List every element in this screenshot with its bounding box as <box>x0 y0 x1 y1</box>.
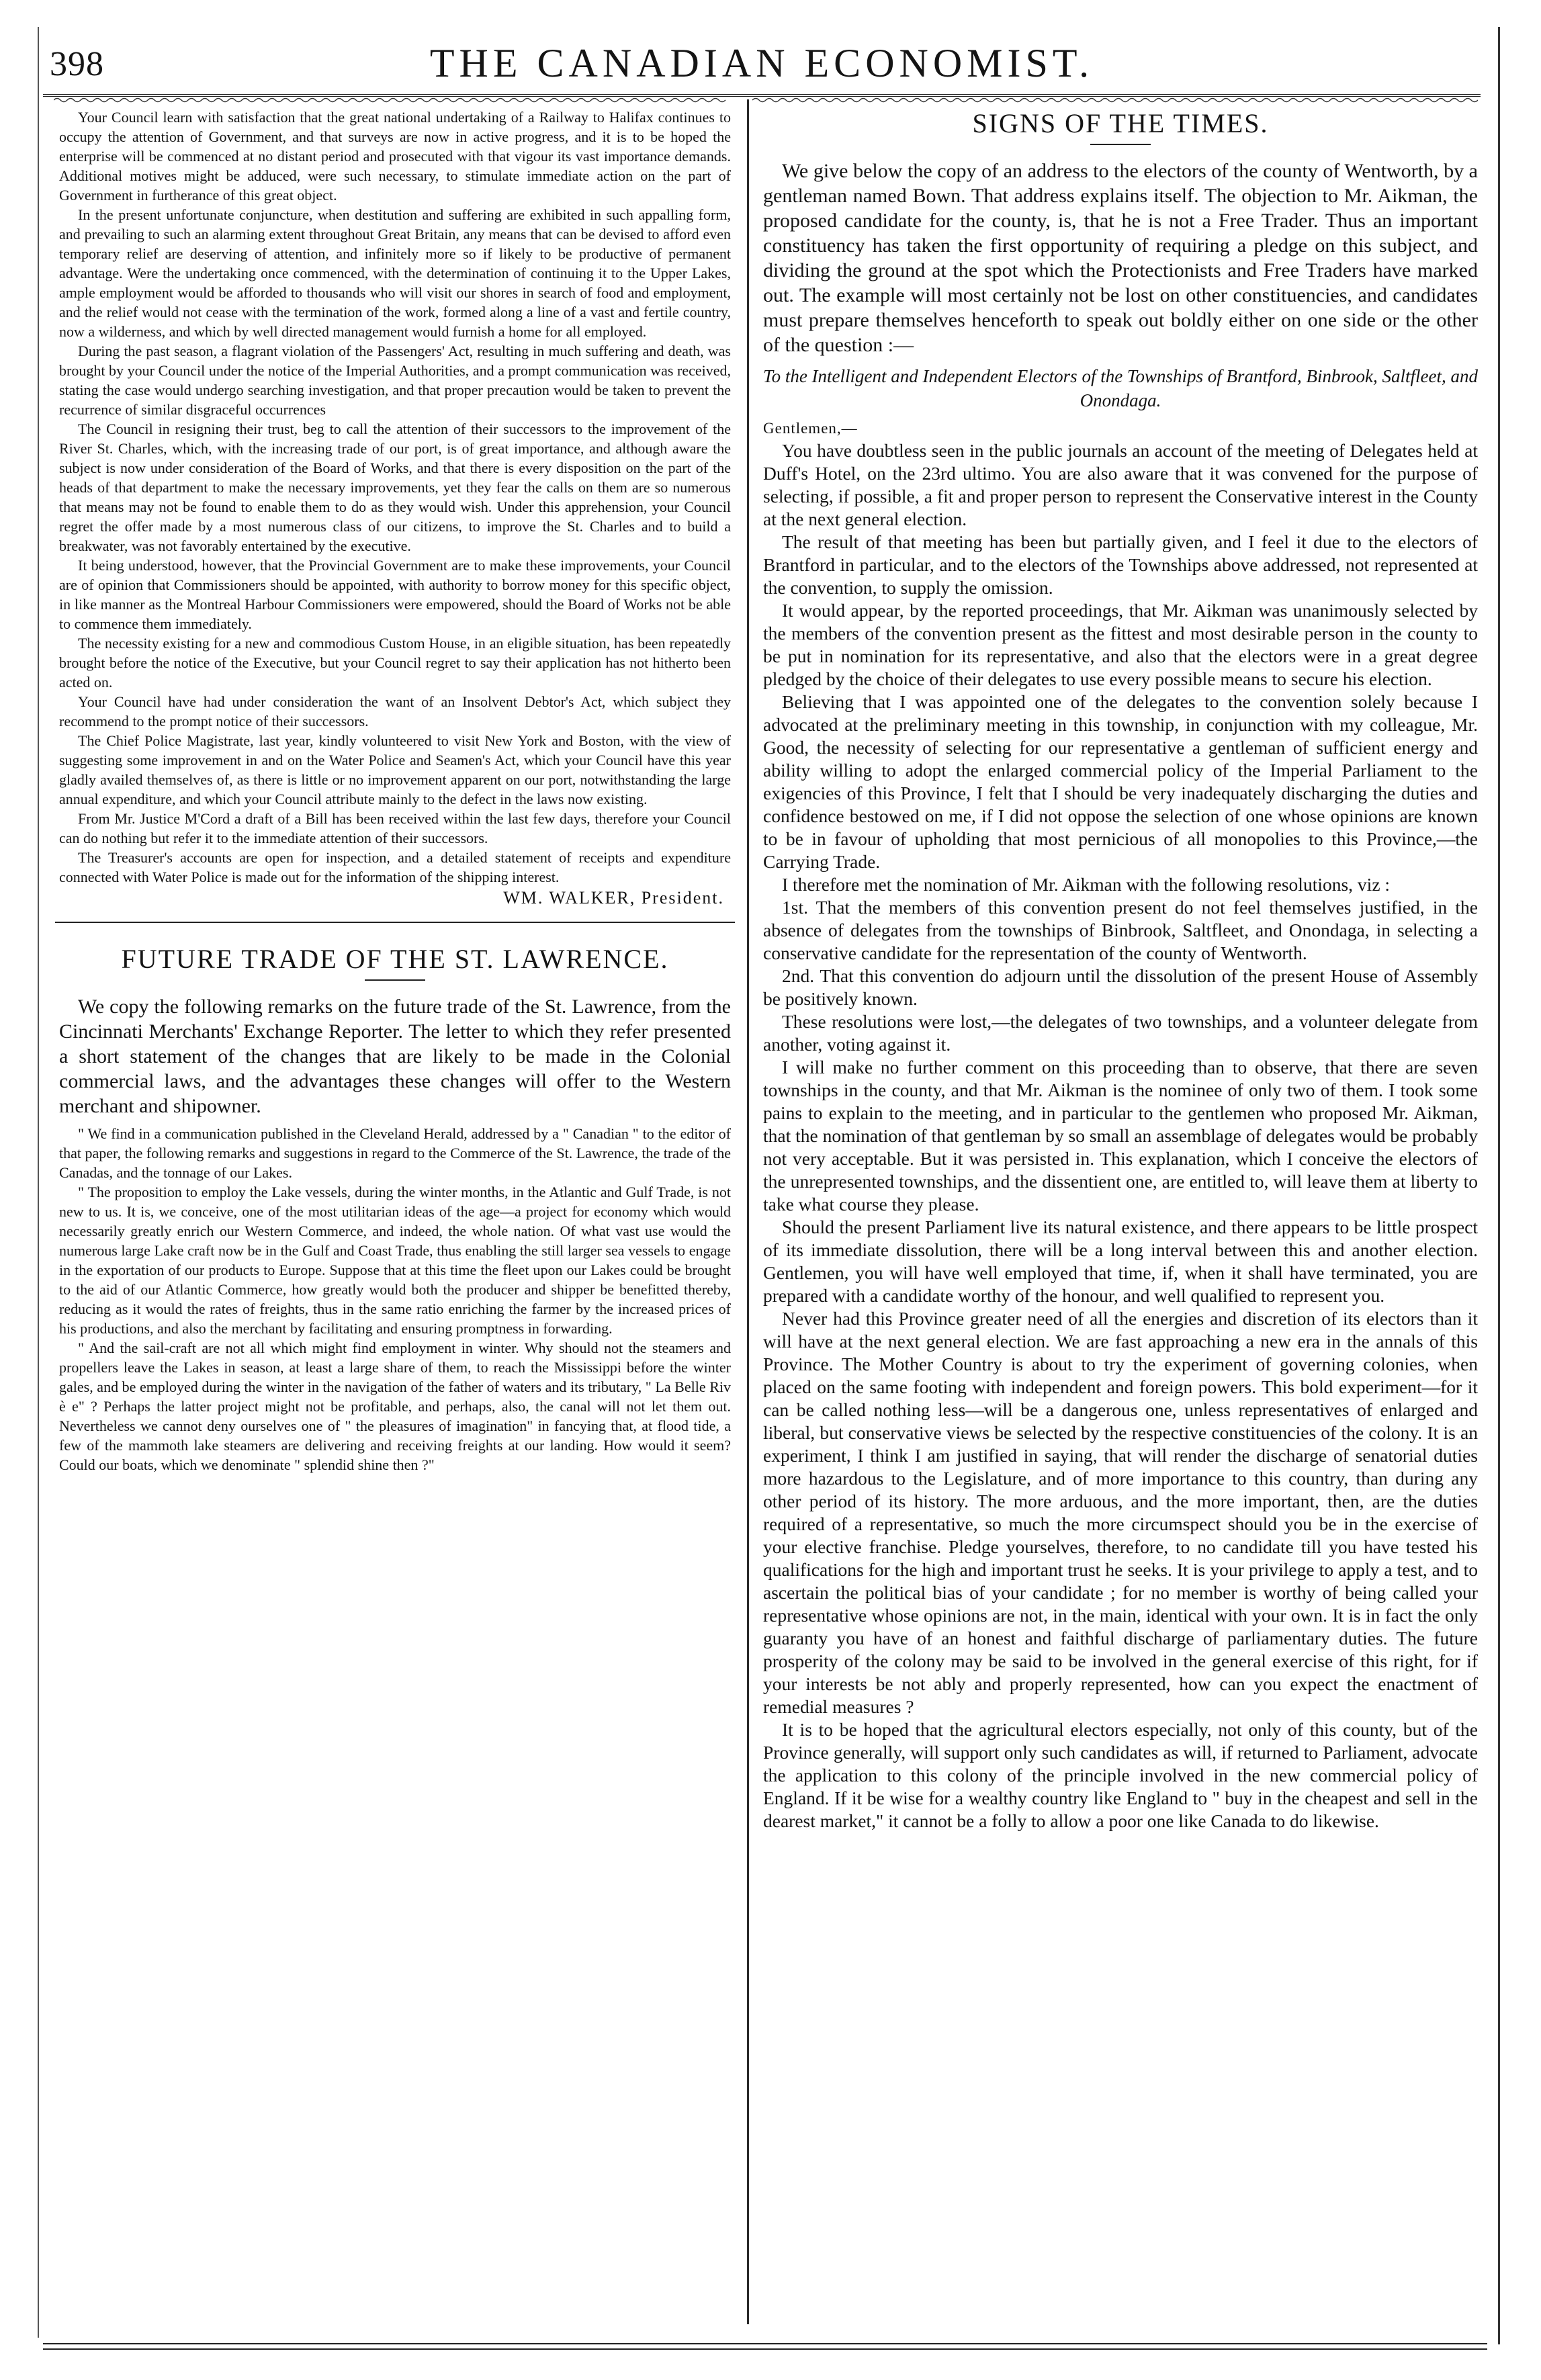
right-border-rule <box>1498 27 1500 2344</box>
section-title: SIGNS OF THE TIMES. <box>972 108 1269 138</box>
letter-paragraph: You have doubtless seen in the public journals an account of the meeting of Delegates held at Duff's Hotel, on the 23rd ultimo. You are also aware that it was convened for the purpose of selecting, if possible, a fit and proper person to represent the Conservative interest in the County at the next general election. <box>763 440 1478 529</box>
column-divider <box>747 99 749 2324</box>
bottom-rule <box>43 2343 1487 2350</box>
masthead-title: THE CANADIAN ECONOMIST. <box>429 41 1094 85</box>
council-report <box>59 107 731 910</box>
letter-paragraph: Should the present Parliament live its natural existence, and there appears to be little prospect of its immediate dissolution, there will be a long interval between this and another election. Gentlemen, you will have well employed that time, if, when it shall have terminated, you are prepared with a candidate worthy of the honour, and well qualified to represent you. <box>763 1217 1478 1306</box>
letter-paragraph: 1st. That the members of this convention present do not feel themselves justified, in the absence of delegates from the townships of Binbrook, Saltfleet, and Onondaga, in selecting a conservative candidate for the representation of the county of Wentworth. <box>763 897 1478 963</box>
article-title: FUTURE TRADE OF THE ST. LAWRENCE. <box>121 944 669 974</box>
report-paragraph: During the past season, a flagrant violation of the Passengers' Act, resulting in much suffering and death, was brought by your Council under the notice of the Imperial Authorities, and a prompt communication was received, stating the case would undergo searching investigation, and that proper precaution would be taken to prevent the recurrence of similar disgraceful occurrences <box>59 343 731 418</box>
report-paragraph: Your Council learn with satisfaction that the great national undertaking of a Railway to Halifax continues to occupy the attention of Government, and that surveys are now in active progress, and it is to be hoped the enterprise will be commenced at no distant period and prosecuted with that vigour its vast importance demands. Additional motives might be adduced, were such necessary, to stimulate immediate action on the part of Government in furtherance of this great object. <box>59 109 731 204</box>
section-intro: We give below the copy of an address to the electors of the county of Wentworth, by a gentleman named Bown. That address explains itself. The objection to Mr. Aikman, the proposed candidate for the county, is, that he is not a Free Trader. Thus an important constituency has taken the first opportunity of requiring a pledge on this subject, and dividing the ground at the spot which the Protectionists and Free Traders have marked out. The example will most certainly not be lost on other constituencies, and candidates must prepare themselves henceforth to speak out boldly either on one side or the other of the question :— <box>763 160 1478 356</box>
page-header <box>43 30 1481 97</box>
title-underline <box>1090 144 1151 145</box>
page-number: 398 <box>50 45 104 83</box>
letter-paragraph: The result of that meeting has been but partially given, and I feel it due to the electors of Brantford in particular, and to the electors of the Townships above addressed, not represented at the convention, to supply the omission. <box>763 531 1478 598</box>
signature: WM. WALKER, President. <box>503 888 724 908</box>
wavy-rule <box>54 97 1478 103</box>
letter-paragraph: 2nd. That this convention do adjourn until the dissolution of the present House of Assembly be positively known. <box>763 965 1478 1009</box>
letter-paragraph: Believing that I was appointed one of the delegates to the convention solely because I advocated at the preliminary meeting in this township, in conjunction with my colleague, Mr. Good, the necessity of selecting for our representative a gentleman of sufficient energy and ability willing to adopt the enlarged commercial policy of the Imperial Parliament to the exigencies of this Province, I felt that I should be very inadequately discharging the duties and confidence bestowed on me, if I did not oppose the selection of one whose opinions are known to be in favour of upholding that most pernicious of all monopolies to this Province,—the Carrying Trade. <box>763 691 1478 872</box>
report-paragraph: The Chief Police Magistrate, last year, kindly volunteered to visit New York and Boston, with the view of suggesting some improvement in and on the Water Police and Seamen's Act, which your Council have this year gladly availed themselves of, as there is little or no improvement apparent on our port, notwithstanding the large annual expenditure, and which your Council attribute mainly to the defect in the laws now existing. <box>59 732 731 807</box>
letter-paragraph: I will make no further comment on this proceeding than to observe, that there are seven townships in the county, and that Mr. Aikman is the nominee of only two of them. I took some pains to explain to the meeting, and in particular to the gentlemen who proposed Mr. Aikman, that the nomination of that gentleman by so small an assemblage of delegates would be probably not very acceptable. But it was persisted in. This explanation, which I conceive the electors of the unrepresented townships, and the dissentient one, are entitled to, will leave them at liberty to take what course they please. <box>763 1057 1478 1215</box>
report-paragraph: From Mr. Justice M'Cord a draft of a Bill has been received within the last few days, therefore your Council can do nothing but refer it to the immediate attention of their successors. <box>59 810 731 846</box>
letter-paragraph: Never had this Province greater need of all the energies and discretion of its electors than it will have at the next general election. We are fast approaching a new era in the annals of this Province. The Mother Country is about to try the experiment of governing colonies, when placed on the same footing with independent and foreign powers. This bold experiment—for it can be called nothing less—will be a dangerous one, unless representatives of enlarged and liberal, but conservative views be selected by the respective constituencies of the colony. It is an experiment, I think I am justified in saying, that will render the discharge of senatorial duties more hazardous to the Legislature, and of more importance to this country, than during any other period of its history. The more arduous, and the more important, then, are the duties required of a representative, so much the more circumspect should you be in the exercise of your elective franchise. Pledge yourselves, therefore, to no candidate till you have tested his qualifications for the high and important trust he seeks. It is your privilege to apply a test, and to ascertain the political bias of your candidate ; for no member is worthy of being called your representative whose opinions are not, in the main, identical with your own. It is in fact the only guaranty you have of an honest and faithful discharge of parliamentary duties. The future prosperity of the colony may be said to be involved in the general exercise of this right, for if your interests be not ably and properly represented, how can you expect the enactment of remedial measures ? <box>763 1308 1478 1717</box>
left-border-rule <box>38 27 39 2338</box>
letter-paragraph: These resolutions were lost,—the delegates of two townships, and a volunteer delegate from another, voting against it. <box>763 1011 1478 1055</box>
report-paragraph: The necessity existing for a new and commodious Custom House, in an eligible situation, has been repeatedly brought before the notice of the Executive, but your Council regret to say their application has not hitherto been acted on. <box>59 635 731 691</box>
article-paragraph: " And the sail-craft are not all which might find employment in winter. Why should not the steamers and propellers leave the Lakes in season, at least a large share of them, to reach the Mississippi before the winter gales, and be employed during the winter in the navigation of the father of waters and its tributary, " La Belle Riv è e" ? Perhaps the latter project might not be profitable, and perhaps, also, the canal will not let them out. Nevertheless we cannot deny ourselves one of " the pleasures of imagination" in fancying that, at flood tide, a few of the mammoth lake steamers are delivering and receiving freights at our landing. How would it seem? Could our boats, which we denominate " splendid shine then ?" <box>59 1339 731 1473</box>
article-intro: We copy the following remarks on the future trade of the St. Lawrence, from the Cincinnati Merchants' Exchange Reporter. The letter to which they refer presented a short statement of the changes that are likely to be made in the Colonial commercial laws, and the advantages these changes will offer to the Western merchant and shipowner. <box>59 996 731 1117</box>
salutation: Gentlemen,— <box>763 420 858 437</box>
title-underline <box>365 979 425 981</box>
report-paragraph: It being understood, however, that the Provincial Government are to make these improvements, your Council are of opinion that Commissioners should be appointed, with authority to borrow money for this specific object, in like manner as the Montreal Harbour Commissioners were empowered, should the Board of Works not be able to commence them immediately. <box>59 557 731 632</box>
report-paragraph: In the present unfortunate conjuncture, when destitution and suffering are exhibited in such appalling form, and prevailing to such an alarming extent throughout Great Britain, any means that can be devised to afford even temporary relief are deserving of attention, and infinitely more so if likely to be productive of permanent advantage. Were the undertaking once commenced, with the determination of continuing it to the Upper Lakes, ample employment would be afforded to thousands who will visit our shores in search of food and employment, and the relief would not cease with the termination of the work, formed along a line of a vast and fertile country, now a wilderness, and which by well directed management would furnish a home for all employed. <box>59 206 731 340</box>
section-rule <box>55 910 735 923</box>
right-column <box>763 107 1478 1833</box>
address-heading: To the Intelligent and Independent Electors of the Townships of Brantford, Binbrook, Saltfleet, and Onondaga. <box>763 366 1478 410</box>
article-paragraph: " The proposition to employ the Lake vessels, during the winter months, in the Atlantic and Gulf Trade, is not new to us. It is, we conceive, one of the most utilitarian ideas of the age—a project for economy which would necessarily greatly enrich our Western Commerce, and indeed, the whole nation. Of what vast use would the numerous large Lake craft now be in the Gulf and Coast Trade, thus enabling the still larger sea vessels to engage in the exportation of our products to Europe. Suppose that at this time the fleet upon our Lakes could be brought to the aid of our Atlantic Commerce, how greatly would both the producer and shipper be benefitted thereby, reducing as it would the rates of freights, thus in the same ratio enriching the farmer by the increased prices of his productions, and also the merchant by facilitating and ensuring promptness in forwarding. <box>59 1184 731 1337</box>
report-paragraph: The Council in resigning their trust, beg to call the attention of their successors to the improvement of the River St. Charles, which, with the increasing trade of our port, is of great importance, and although aware the subject is now under consideration of the Board of Works, and that there is every disposition on the part of the heads of that department to make the necessary improvements, yet they fear the calls on them are so numerous that means may not be found to enable them to do as they would wish. Under this apprehension, your Council regret the offer made by a most numerous class of our citizens, to improve the St. Charles and to build a breakwater, was not favorably entertained by the executive. <box>59 421 731 554</box>
report-paragraph: Your Council have had under consideration the want of an Insolvent Debtor's Act, which subject they recommend to the prompt notice of their successors. <box>59 693 731 730</box>
letter-paragraph: It would appear, by the reported proceedings, that Mr. Aikman was unanimously selected by the members of the convention present as the fittest and most desirable person in the county to be put in nomination for its representative, and also that the electors were in a great degree pledged by the choice of their delegates to use every possible means to secure his election. <box>763 600 1478 689</box>
letter-paragraph: I therefore met the nomination of Mr. Aikman with the following resolutions, viz : <box>782 874 1391 895</box>
letter-paragraph: It is to be hoped that the agricultural electors especially, not only of this county, but of the Province generally, will support only such candidates as will, if returned to Parliament, advocate the application to this colony of the principle involved in the new commercial policy of England. If it be wise for a wealthy country like England to " buy in the cheapest and sell in the dearest market," it cannot be a folly to allow a poor one like Canada to do likewise. <box>763 1719 1478 1831</box>
report-paragraph: The Treasurer's accounts are open for inspection, and a detailed statement of receipts and expenditure connected with Water Police is made out for the information of the shipping interest. <box>59 849 731 885</box>
left-column <box>59 107 731 1474</box>
article-paragraph: " We find in a communication published in the Cleveland Herald, addressed by a " Canadian " to the editor of that paper, the following remarks and suggestions in regard to the Commerce of the St. Lawrence, the trade of the Canadas, and the tonnage of our Lakes. <box>59 1125 731 1181</box>
